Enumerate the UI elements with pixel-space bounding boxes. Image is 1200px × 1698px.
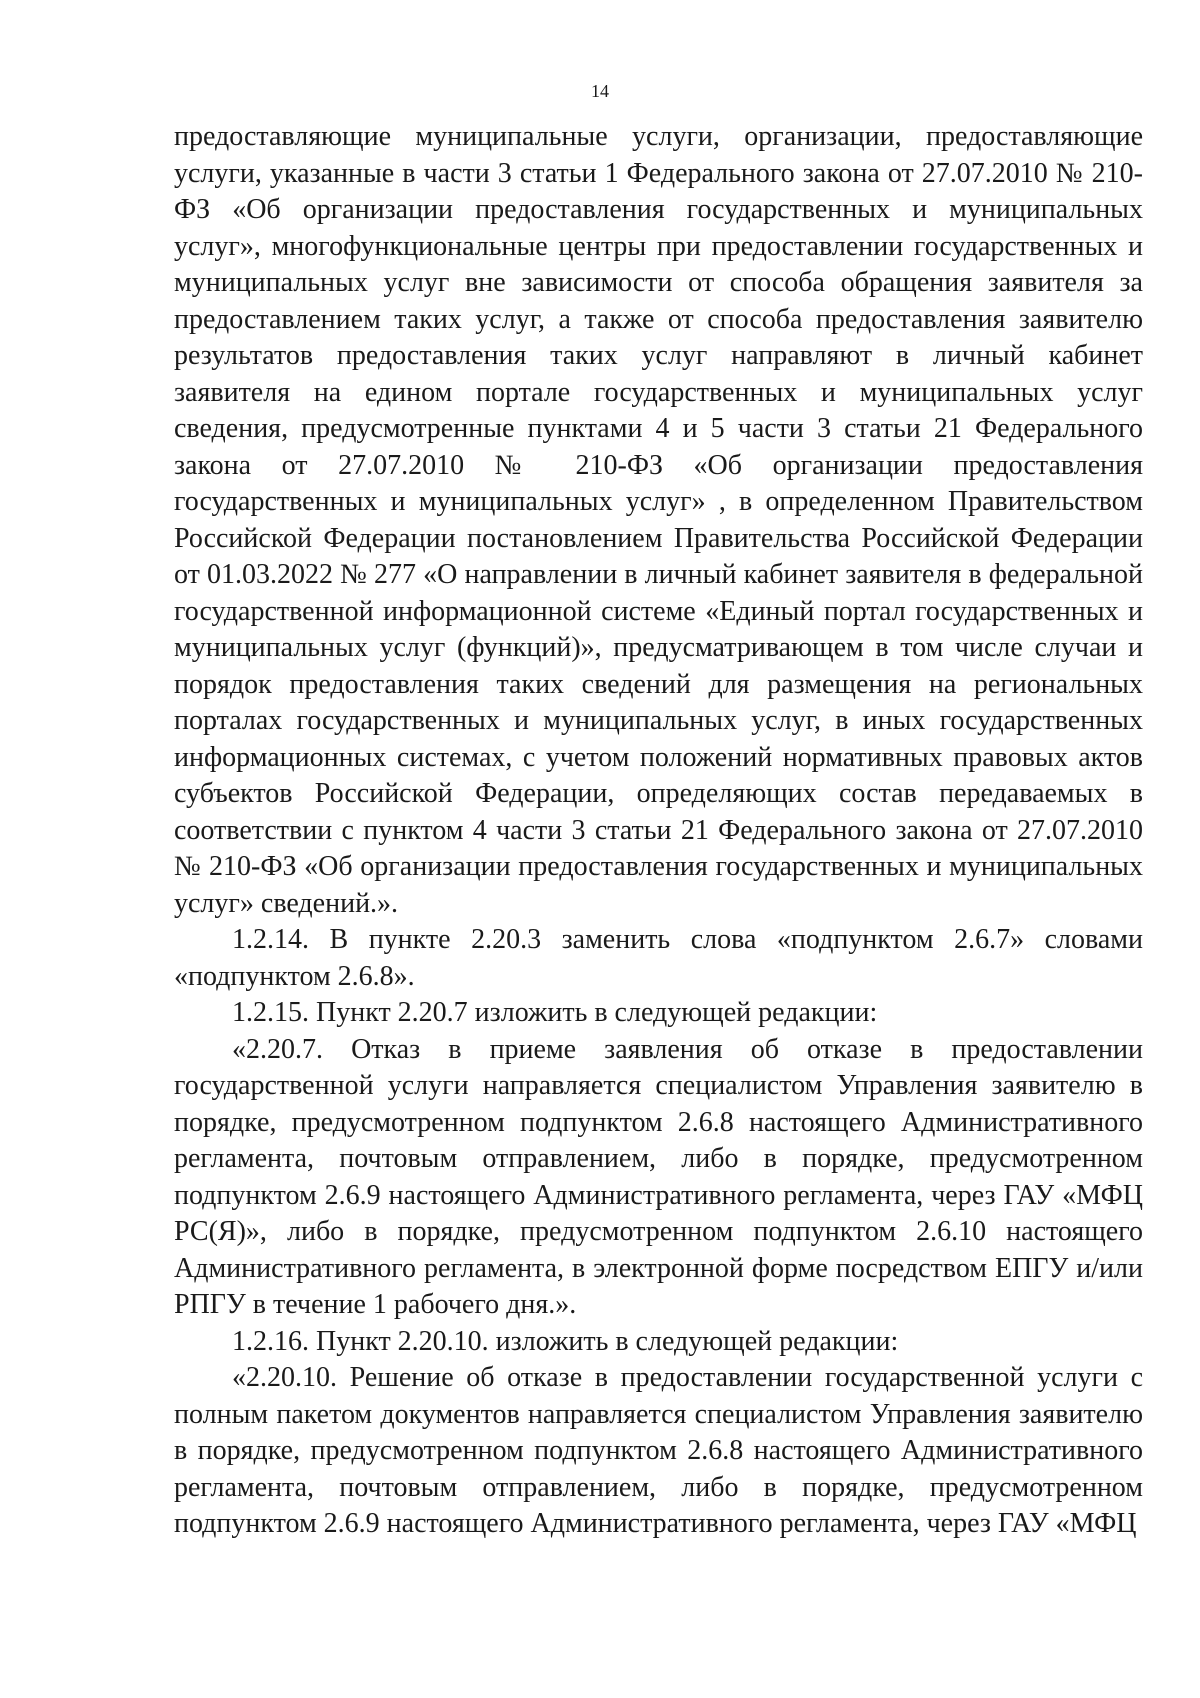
paragraph: «2.20.10. Решение об отказе в предоставлении государственной услуги с полным пакетом документов направляется специалистом Управления заявителю в порядке, предусмотренном подпунктом 2.6.8 настоящего Административного регламента, почтовым отправлением, либо в порядке, предусмотренном подпунктом 2.6.9 настоящего Административного регламента, через ГАУ «МФЦ — [174, 1362, 1143, 1539]
paragraph: 1.2.16. Пункт 2.20.10. изложить в следующей редакции: — [232, 1325, 899, 1357]
paragraph: предоставляющие муниципальные услуги, организации, предоставляющие услуги, указанные в части 3 статьи 1 Федерального закона от 27.07.2010 № 210-ФЗ «Об организации предоставления государственных и муниципальных услуг», многофункциональные центры при предоставлении государственных и муниципальных услуг вне зависимости от способа обращения заявителя за предоставлением таких услуг, а также от способа предоставления заявителю результатов предоставления таких услуг направляют в личный кабинет заявителя на едином портале государственных и муниципальных услуг сведения, предусмотренные пунктами 4 и 5 части 3 статьи 21 Федерального закона от 27.07.2010 № 210-ФЗ «Об организации предоставления государственных и муниципальных услуг» , в определенном Правительством Российской Федерации постановлением Правительства Российской Федерации от 01.03.2022 № 277 «О направлении в личный кабинет заявителя в федеральной государственной информационной системе «Единый портал государственных и муниципальных услуг (функций)», предусматривающем в том числе случаи и порядок предоставления таких сведений для размещения на региональных порталах государственных и муниципальных услуг, в иных государственных информационных системах, с учетом положений нормативных правовых актов субъектов Российской Федерации, определяющих состав передаваемых в соответствии с пунктом 4 части 3 статьи 21 Федерального закона от 27.07.2010 № 210-ФЗ «Об организации предоставления государственных и муниципальных услуг» сведений.». — [174, 121, 1143, 919]
paragraph: 1.2.15. Пункт 2.20.7 изложить в следующей редакции: — [232, 997, 878, 1028]
page-number: 14 — [591, 81, 609, 101]
paragraph: 1.2.14. В пункте 2.20.3 заменить слова «подпунктом 2.6.7» словами «подпунктом 2.6.8». — [174, 924, 1143, 992]
paragraph: «2.20.7. Отказ в приеме заявления об отказе в предоставлении государственной услуги направляется специалистом Управления заявителю в порядке, предусмотренном подпунктом 2.6.8 настоящего Административного регламента, почтовым отправлением, либо в порядке, предусмотренном подпунктом 2.6.9 настоящего Административного регламента, через ГАУ «МФЦ РС(Я)», либо в порядке, предусмотренном подпунктом 2.6.10 настоящего Административного регламента, в электронной форме посредством ЕПГУ и/или РПГУ в течение 1 рабочего дня.». — [174, 1033, 1143, 1320]
document-body — [174, 119, 1143, 1543]
